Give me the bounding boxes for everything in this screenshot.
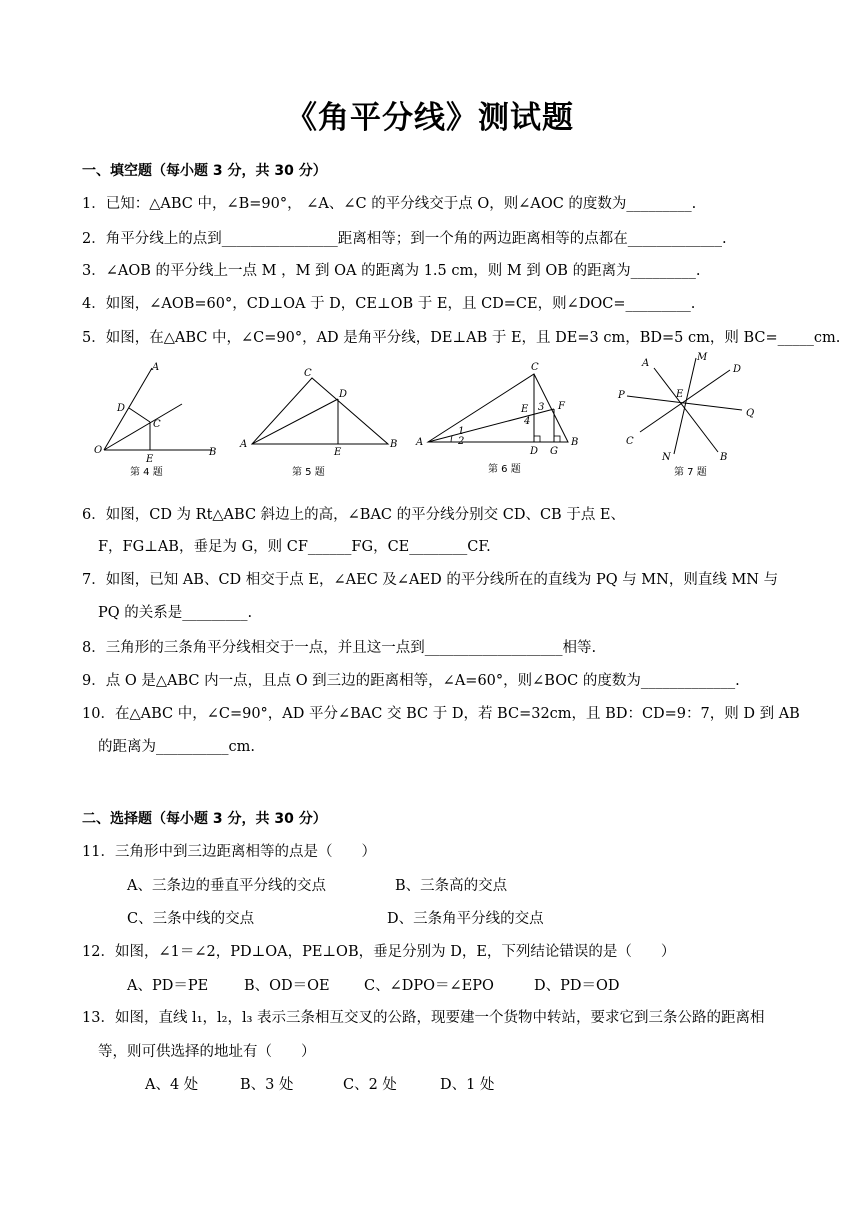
question-6-line-1: 6．如图，CD 为 Rt△ABC 斜边上的高，∠BAC 的平分线分别交 CD、CB 于点 E、	[82, 507, 626, 523]
fig4-label-e: E	[146, 454, 154, 465]
question-12-option-d: D、PD＝OD	[534, 978, 620, 994]
page-title: 《角平分线》测试题	[286, 100, 574, 136]
question-11-option-b: B、三条高的交点	[395, 878, 508, 894]
fig6-label-1: 1	[458, 426, 465, 437]
fig5-label-d: D	[339, 389, 348, 400]
fig7-label-m: M	[697, 352, 708, 363]
question-5: 5．如图，在△ABC 中，∠C=90°，AD 是角平分线，DE⊥AB 于 E，且 DE=3 cm，BD=5 cm，则 BC=_____cm.	[82, 330, 841, 346]
fig7-caption: 第 7 题	[674, 467, 707, 478]
question-13-stem-line-2: 等，则可供选择的地址有（ ）	[98, 1044, 316, 1060]
fig6-label-3: 3	[538, 402, 545, 413]
fig6-label-d: D	[530, 446, 539, 457]
question-2: 2．角平分线上的点到________________距离相等；到一个角的两边距离相等的点都在_____________.	[82, 231, 727, 247]
question-11-option-a: A、三条边的垂直平分线的交点	[127, 878, 326, 894]
fig4-label-c: C	[153, 419, 161, 430]
fig4-label-o: O	[94, 445, 103, 456]
figure-6	[414, 352, 594, 480]
question-13-stem-line-1: 13．如图，直线 l₁，l₂，l₃ 表示三条相互交叉的公路，现要建一个货物中转站，要求它到三条公路的距离相	[82, 1010, 765, 1026]
figure-7	[612, 352, 782, 480]
question-7-line-1: 7．如图，已知 AB、CD 相交于点 E，∠AEC 及∠AED 的平分线所在的直线为 PQ 与 MN，则直线 MN 与	[82, 572, 779, 588]
fig7-label-p: P	[618, 390, 625, 401]
fig5-label-c: C	[304, 368, 312, 379]
section-heading-fill-in: 一、填空题（每小题 3 分，共 30 分）	[82, 163, 327, 179]
question-6-line-2: F，FG⊥AB，垂足为 G，则 CF______FG，CE________CF.	[98, 539, 491, 555]
fig7-label-a: A	[642, 358, 650, 369]
question-11-option-d: D、三条角平分线的交点	[387, 911, 544, 927]
fig7-label-d: D	[733, 364, 742, 375]
fig6-label-a: A	[416, 437, 424, 448]
section-heading-multiple-choice: 二、选择题（每小题 3 分，共 30 分）	[82, 811, 327, 827]
fig6-label-e: E	[521, 404, 529, 415]
fig5-label-a: A	[240, 439, 248, 450]
fig4-label-a: A	[152, 362, 160, 373]
fig7-label-q: Q	[746, 408, 755, 419]
question-11-stem: 11．三角形中到三边距离相等的点是（ ）	[82, 844, 376, 860]
question-12-option-c: C、∠DPO＝∠EPO	[364, 978, 494, 994]
figure-4	[92, 352, 232, 480]
fig4-label-d: D	[117, 403, 126, 414]
fig6-label-c: C	[531, 362, 539, 373]
fig7-label-n: N	[662, 452, 671, 463]
figure-5	[238, 352, 408, 480]
question-9: 9．点 O 是△ABC 内一点，且点 O 到三边的距离相等，∠A=60°，则∠BOC 的度数为_____________.	[82, 673, 740, 689]
fig4-caption: 第 4 题	[130, 467, 163, 478]
question-12-stem: 12．如图，∠1＝∠2，PD⊥OA，PE⊥OB，垂足分别为 D，E，下列结论错误的是（ ）	[82, 944, 676, 960]
question-10-line-2: 的距离为__________cm.	[98, 739, 255, 755]
question-13-option-b: B、3 处	[240, 1077, 294, 1093]
fig7-label-c: C	[626, 436, 634, 447]
question-13-option-a: A、4 处	[145, 1077, 199, 1093]
question-12-option-a: A、PD＝PE	[127, 978, 209, 994]
figure-row	[92, 352, 772, 482]
question-13-option-c: C、2 处	[343, 1077, 397, 1093]
fig6-label-4: 4	[524, 416, 531, 427]
question-10-line-1: 10．在△ABC 中，∠C=90°，AD 平分∠BAC 交 BC 于 D，若 BC=32cm，且 BD：CD=9：7，则 D 到 AB	[82, 706, 800, 722]
fig5-label-e: E	[334, 447, 342, 458]
fig6-caption: 第 6 题	[488, 464, 521, 475]
question-4: 4．如图，∠AOB=60°，CD⊥OA 于 D，CE⊥OB 于 E，且 CD=CE，则∠DOC=_________.	[82, 296, 696, 312]
fig7-label-b: B	[720, 452, 728, 463]
question-1: 1．已知：△ABC 中，∠B=90°， ∠A、∠C 的平分线交于点 O，则∠AOC 的度数为_________.	[82, 196, 697, 212]
fig5-caption: 第 5 题	[292, 467, 325, 478]
fig4-label-b: B	[209, 447, 217, 458]
question-7-line-2: PQ 的关系是_________.	[98, 605, 253, 621]
question-12-option-b: B、OD＝OE	[244, 978, 330, 994]
fig6-label-g: G	[550, 446, 558, 457]
question-11-option-c: C、三条中线的交点	[127, 911, 255, 927]
fig6-label-f: F	[558, 401, 565, 412]
question-8: 8．三角形的三条角平分线相交于一点，并且这一点到___________________相等.	[82, 640, 597, 656]
fig7-label-e: E	[676, 389, 684, 400]
question-3: 3．∠AOB 的平分线上一点 M ，M 到 OA 的距离为 1.5 cm，则 M 到 OB 的距离为_________.	[82, 263, 701, 279]
fig6-label-2: 2	[458, 436, 465, 447]
question-13-option-d: D、1 处	[440, 1077, 495, 1093]
fig6-label-b: B	[571, 437, 579, 448]
fig5-label-b: B	[390, 439, 398, 450]
